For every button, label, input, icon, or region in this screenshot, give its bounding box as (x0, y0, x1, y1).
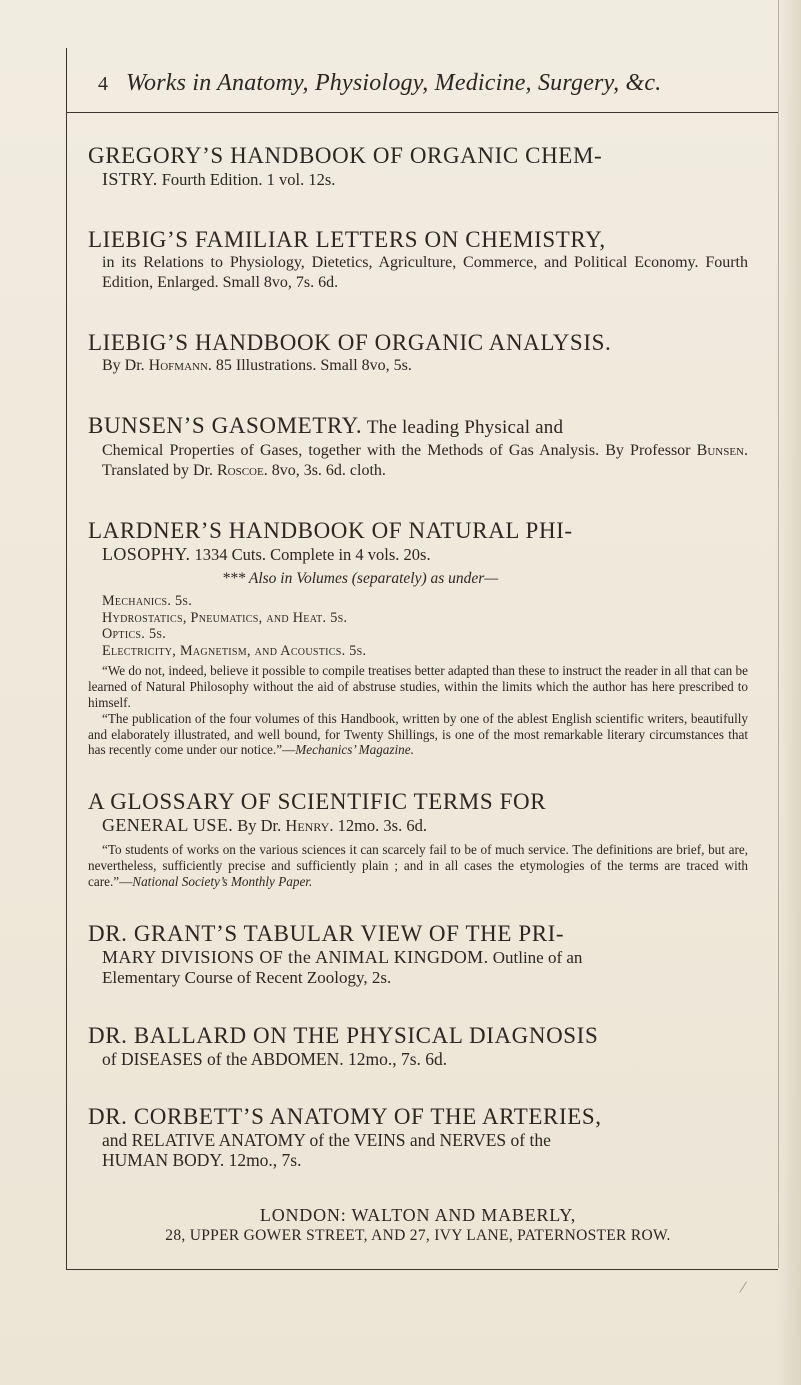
entry-glossary (88, 788, 748, 889)
entry-title-main: BUNSEN’S GASOMETRY. (88, 413, 363, 438)
entry-title-line2: MARY DIVISIONS OF the ANIMAL KINGDOM. (102, 946, 489, 967)
catalogue-content (88, 142, 748, 1246)
desc-part: Translated by Dr. (102, 462, 217, 479)
volume-item: Mechanics. 5s. (102, 593, 193, 609)
review-quote (88, 842, 748, 889)
entry-grant (88, 920, 748, 988)
left-border-rule (66, 48, 67, 1270)
entry-description-line1: and RELATIVE ANATOMY of the VEINS and NERVES of the (102, 1129, 551, 1150)
entry-subtitle-line (88, 947, 748, 968)
volume-item: Electricity, Magnetism, and Acoustics. 5s. (102, 642, 367, 659)
entry-title: A GLOSSARY OF SCIENTIFIC TERMS FOR (88, 789, 547, 815)
entry-title: LARDNER’S HANDBOOK OF NATURAL PHI- (88, 518, 573, 543)
entry-subtitle-line (88, 544, 748, 565)
entry-title (88, 142, 748, 169)
publisher-name: LONDON: WALTON AND MABERLY, (259, 1204, 577, 1225)
desc-part: Chemical Properties of Gases, together with the Methods of Gas Analysis. By Professor (102, 442, 697, 459)
head-rule (66, 112, 778, 113)
running-title: Works in Anatomy, Physiology, Medicine, Surgery, &c. (126, 70, 662, 96)
author-name: Henry. (285, 816, 334, 836)
entry-bunsen (88, 412, 748, 481)
entry-corbett (88, 1103, 748, 1170)
sub-prefix: By Dr. (233, 816, 286, 836)
entry-title: DR. BALLARD ON THE PHYSICAL DIAGNOSIS (88, 1022, 599, 1048)
entry-description-line2: HUMAN BODY. 12mo., 7s. (102, 1149, 302, 1170)
bottom-rule (66, 1269, 778, 1270)
entry-edition: 1334 Cuts. Complete in 4 vols. 20s. (190, 545, 431, 564)
publisher-imprint (88, 1204, 748, 1246)
entry-title (88, 412, 748, 441)
desc-suffix: 85 Illustrations. Small 8vo, 5s. (211, 357, 412, 374)
entry-description: in its Relations to Physiology, Dietetics, Agriculture, Commerce, and Political Economy. Fourth Edition, Enlarged. Small 8vo, 7s. 6d. (102, 254, 748, 291)
entry-description (88, 441, 748, 481)
entry-ballard (88, 1022, 748, 1069)
volume-item: Optics. 5s. (102, 626, 167, 643)
page-number: 4 (98, 73, 108, 95)
entry-subtitle-line (88, 169, 748, 190)
volume-item: Hydrostatics, Pneumatics, and Heat. 5s. (102, 609, 348, 626)
entry-title: LIEBIG’S HANDBOOK OF ORGANIC ANALYSIS. (88, 330, 612, 355)
quote-source: Mechanics’ Magazine. (295, 742, 414, 758)
volumes-list (88, 593, 748, 659)
entry-title-rest: The leading Physical and (362, 417, 564, 438)
entry-title-line1: GREGORY’S HANDBOOK OF ORGANIC CHEM- (88, 143, 603, 168)
entry-title: LIEBIG’S FAMILIAR LETTERS ON CHEMISTRY, (88, 227, 606, 252)
volumes-note: *** Also in Volumes (separately) as under— (222, 570, 499, 587)
desc-part: 8vo, 3s. 6d. cloth. (267, 462, 386, 479)
running-head (98, 70, 768, 110)
sub-suffix: 12mo. 3s. 6d. (333, 816, 427, 836)
entry-title: DR. CORBETT’S ANATOMY OF THE ARTERIES, (88, 1103, 602, 1129)
entry-edition: Fourth Edition. 1 vol. 12s. (161, 170, 336, 189)
review-quote (88, 711, 748, 758)
author-name: Hofmann. (148, 357, 212, 374)
publisher-address: 28, UPPER GOWER STREET, AND 27, IVY LANE, PATERNOSTER ROW. (165, 1226, 671, 1244)
entry-liebig-letters (88, 226, 748, 293)
entry-title-line2: ISTRY. (102, 169, 158, 189)
pencil-mark: / (738, 1276, 748, 1298)
page-edge-stain (777, 0, 801, 1385)
entry-lardner (88, 517, 748, 758)
entry-title-line2-rest: Outline of an (488, 947, 583, 967)
entry-liebig-analysis (88, 329, 748, 376)
quote-text: “To students of works on the various sciences it can scarcely fail to be of much service. The definitions are brief, but are, nevertheless, sufficiently precise and sufficiently plain ; and in all cases the etymologies of the terms are traced with care.”— (88, 842, 748, 889)
entry-title-line2: GENERAL USE. (102, 815, 234, 836)
right-border-rule (778, 0, 779, 1268)
entry-title: DR. GRANT’S TABULAR VIEW OF THE PRI- (88, 920, 565, 946)
entry-title-line2: LOSOPHY. (102, 544, 191, 564)
entry-subtitle-line (88, 815, 748, 836)
entry-description: Elementary Course of Recent Zoology, 2s. (102, 967, 392, 987)
author-name: Bunsen. (696, 442, 748, 459)
review-quote: “We do not, indeed, believe it possible to compile treatises better adapted than these to instruct the reader in all that can be learned of Natural Philosophy without the aid of abstruse studies, within the limits which the author has here prescribed to himself. (88, 663, 748, 710)
entry-gregory (88, 142, 748, 190)
desc-prefix: By Dr. (102, 357, 149, 374)
quote-text: “The publication of the four volumes of this Handbook, written by one of the ablest English scientific writers, beautifully and elaborately illustrated, and well bound, for Twenty Shillings, is one of the most remarkable literary circumstances that has recently come under our notice.”— (88, 710, 748, 758)
entry-description: of DISEASES of the ABDOMEN. 12mo., 7s. 6d. (102, 1048, 448, 1069)
translator-name: Roscoe. (216, 462, 268, 479)
entry-description (88, 356, 748, 376)
quote-source: National Society’s Monthly Paper. (132, 873, 313, 889)
